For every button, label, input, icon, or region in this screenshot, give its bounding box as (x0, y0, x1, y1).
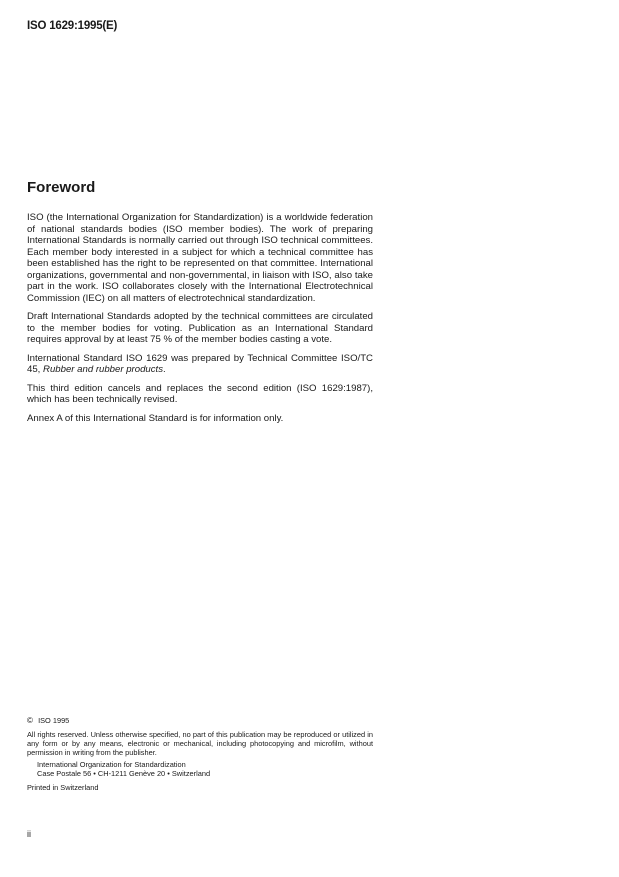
page-number: ii (27, 829, 31, 839)
foreword-paragraph-2: Draft International Standards adopted by the technical committees are circulated to the member bodies for voting. Publication as an International Standard requires approval by at least 75 % of the member bodies casting a vote. (27, 311, 373, 345)
foreword-paragraph-3 (27, 353, 373, 376)
copyright-block (27, 716, 373, 792)
foreword-body (27, 212, 373, 424)
foreword-paragraph-4: This third edition cancels and replaces the second edition (ISO 1629:1987), which has been technically revised. (27, 382, 373, 405)
document-id-header: ISO 1629:1995(E) (27, 20, 118, 32)
foreword-paragraph-5: Annex A of this International Standard is for information only. (27, 412, 284, 424)
address-line-1: International Organization for Standardization (37, 760, 186, 769)
paragraph-3-end: . (163, 364, 166, 375)
section-title: Foreword (27, 179, 96, 196)
address-line-2: Case Postale 56 • CH-1211 Genève 20 • Switzerland (37, 769, 211, 778)
printed-in: Printed in Switzerland (27, 783, 99, 792)
publisher-address (27, 760, 373, 778)
rights-notice: All rights reserved. Unless otherwise specified, no part of this publication may be reproduced or utilized in any form or by any means, electronic or mechanical, including photocopying and microfilm, without permission in writing from the publisher. (27, 730, 373, 757)
copyright-line (27, 716, 373, 725)
copyright-icon: © (27, 716, 33, 725)
foreword-paragraph-1: ISO (the International Organization for Standardization) is a worldwide federation of national standards bodies (ISO member bodies). The work of preparing International Standards is normally carried out through ISO technical committees. Each member body interested in a subject for which a technical committee has been established has the right to be represented on that committee. International organizations, governmental and non-governmental, in liaison with ISO, also take part in the work. ISO collaborates closely with the International Electrotechnical Commission (IEC) on all matters of electrotechnical standardization. (27, 212, 373, 304)
paragraph-3-text: International Standard ISO 1629 was prepared by Technical Committee ISO/TC 45, (27, 352, 373, 375)
committee-title: Rubber and rubber products (43, 364, 164, 375)
copyright-text: ISO 1995 (38, 716, 70, 725)
